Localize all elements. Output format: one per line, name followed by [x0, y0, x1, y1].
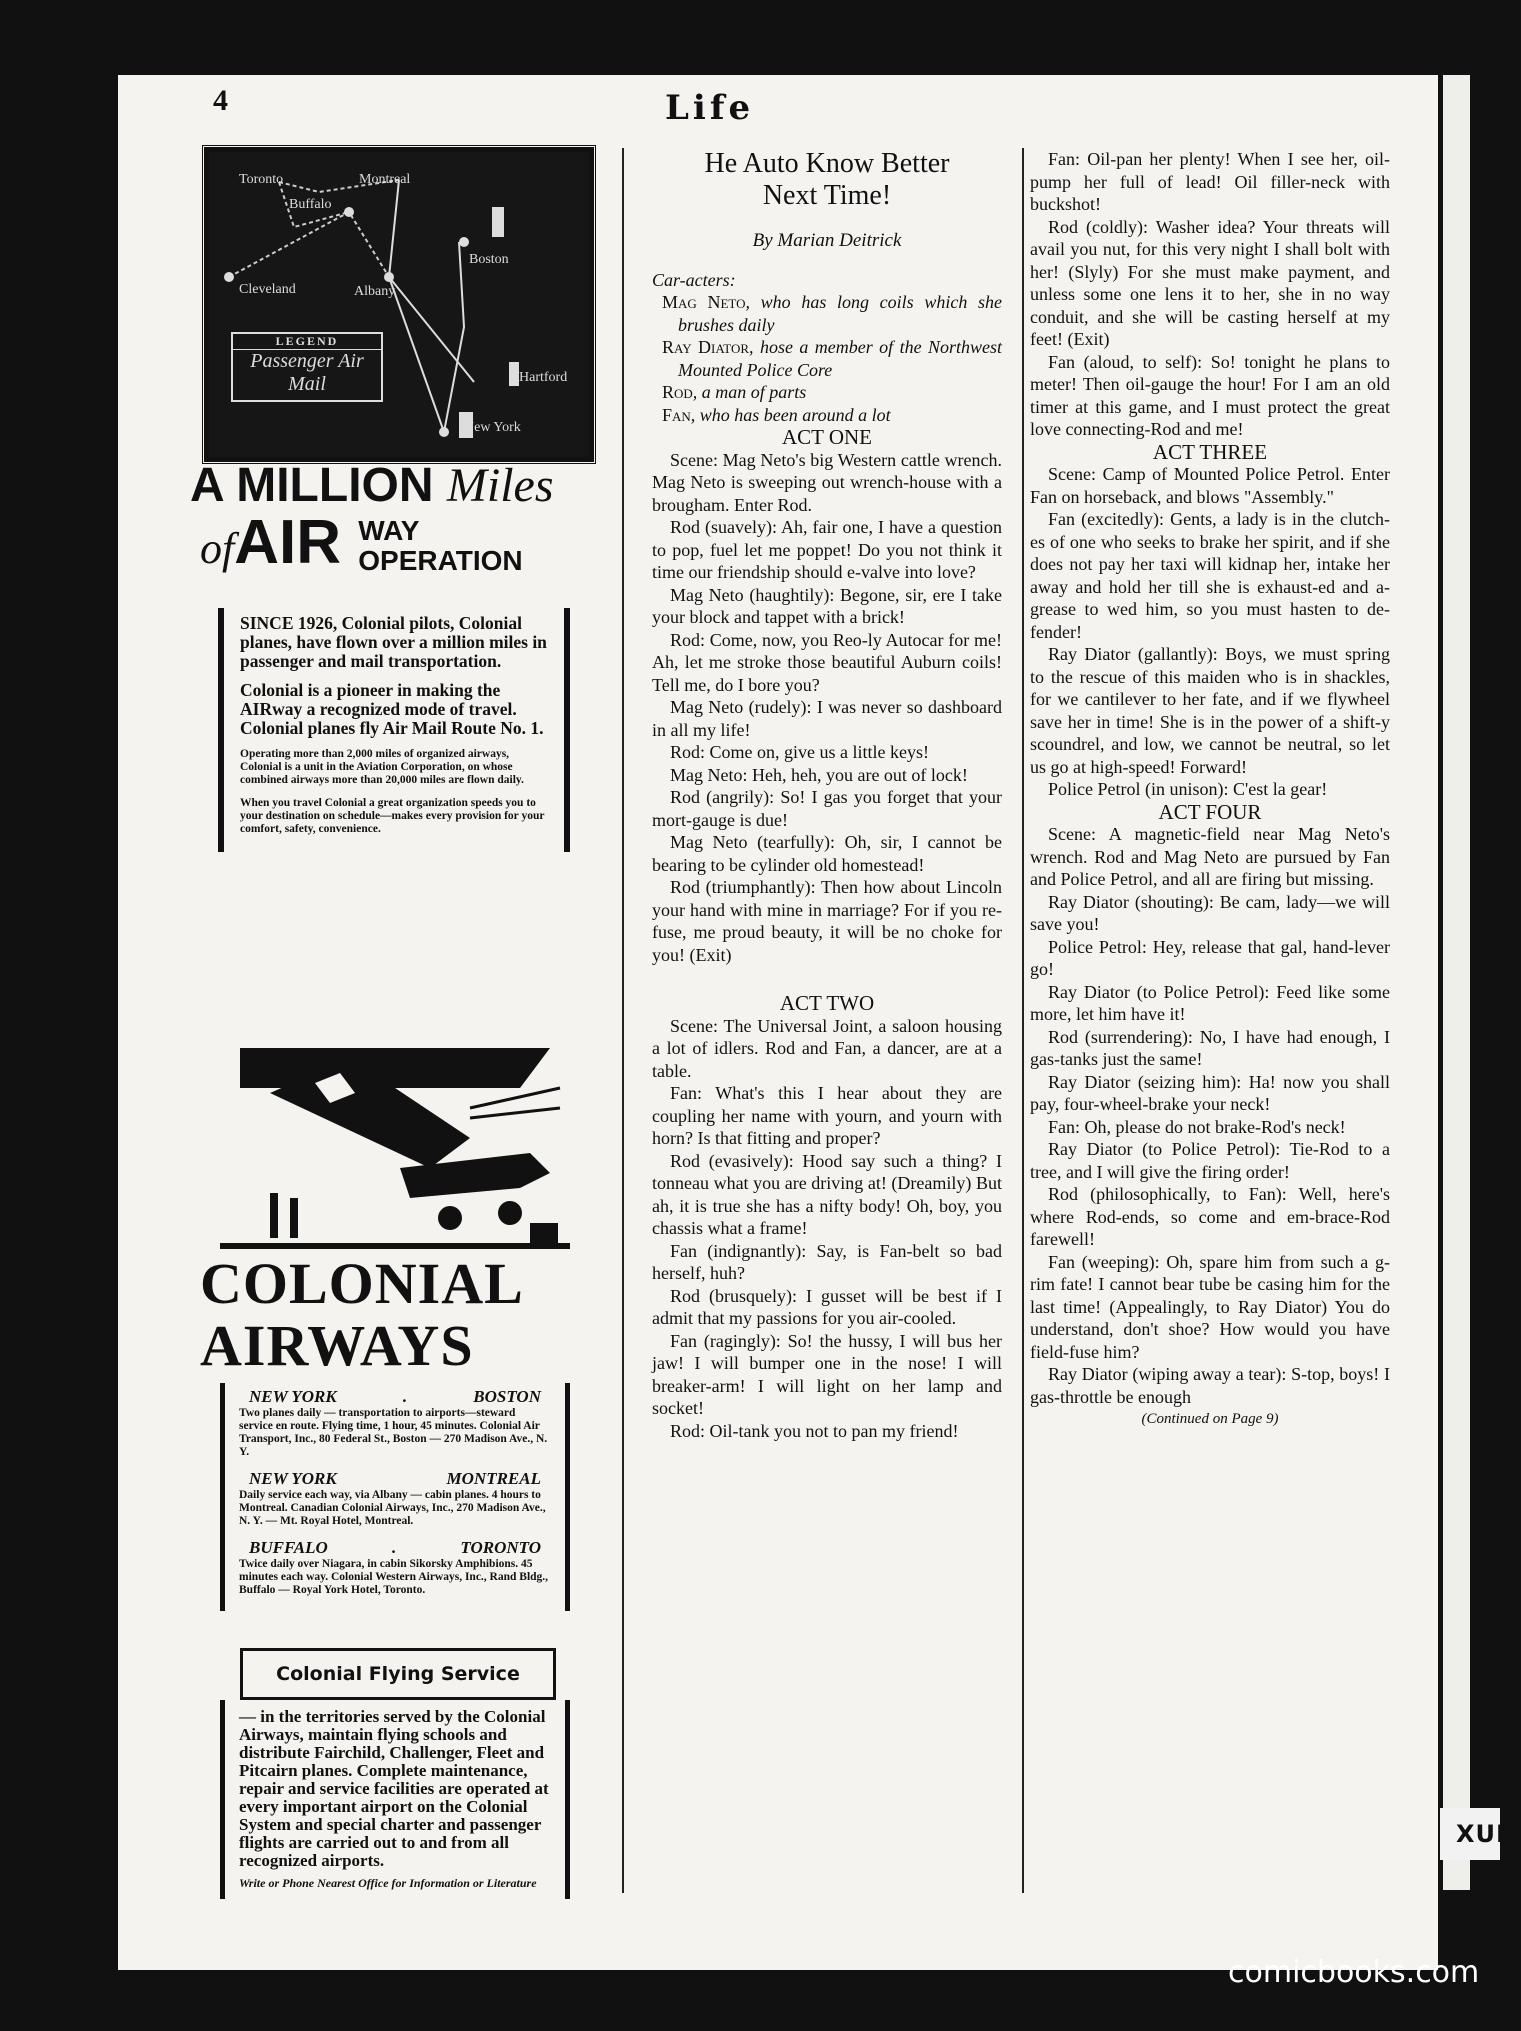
act-heading: ACT THREE: [1152, 439, 1268, 464]
cast-desc: , who has been around a lot: [690, 404, 891, 425]
route-from: NEW YORK: [249, 1387, 337, 1406]
continued-note: (Continued on Page 9): [1141, 1411, 1279, 1427]
map-city: Toronto: [239, 172, 284, 187]
script-line: Scene: Camp of Mounted Police Petrol. Enter Fan on horseback, and blows "Assembly.": [1030, 464, 1390, 507]
ad-intro-travel: When you travel Colonial a great organization speeds you to your destination on schedule—makes every provision for your comfort, safety, convenience.: [240, 797, 545, 835]
facing-page-edge: [1443, 75, 1470, 1890]
cast-name: Ray Diator: [662, 337, 750, 357]
route-title: [239, 1387, 551, 1407]
flying-service-title: Colonial Flying Service: [240, 1648, 556, 1700]
ad-intro-pioneer: Colonial is a pioneer in making the AIRway a recognized mode of travel. Colonial planes fly Air Mail Route No. 1.: [240, 680, 544, 738]
ad-intro-operating: Operating more than 2,000 miles of organized airways, Colonial is a unit in the Aviation Corporation, on whose combined airways more than 20,000 miles are flown daily.: [240, 748, 524, 786]
route-from: NEW YORK: [249, 1469, 337, 1488]
route-item: [239, 1469, 551, 1528]
script-line: Rod (triumphantly): Then how about Lincoln your hand with mine in marriage? For if you re-fuse, me proud beauty, it will be no choke for you! (Exit): [652, 877, 1002, 965]
route-from: BUFFALO: [249, 1538, 328, 1557]
script-line: Mag Neto (tearfully): Oh, sir, I cannot be bearing to be cylinder old homestead!: [652, 832, 1002, 875]
title-line-1: He Auto Know Better: [704, 148, 950, 179]
article-column-1: [652, 148, 1002, 1442]
cast-desc: , who has long coils which she brushes daily: [678, 292, 1002, 335]
cast-desc: , hose a member of the Northwest Mounted Police Core: [678, 337, 1002, 380]
script-line: Fan (weeping): Oh, spare him from such a g-rim fate! I cannot bear tube be casing him for the last time! (Appealingly, to Ray Diator) You do understand, don't shoe? How would you have field-fuse him?: [1030, 1251, 1390, 1362]
script-line: Rod (evasively): Hood say such a thing? I tonneau what you are driving at! (Dreamily) But ah, it is true she has a nifty body! Oh, boy, you chassis what a frame!: [652, 1150, 1002, 1238]
script-line: Mag Neto (rudely): I was never so dashboard in all my life!: [652, 697, 1002, 740]
cast-member: [652, 381, 1002, 404]
cast-name: Rod: [662, 382, 693, 402]
route-item: [239, 1387, 551, 1459]
script-line: Rod (brusquely): I gusset will be best if I admit that my passions for you air-cooled.: [652, 1285, 1002, 1328]
script-line: Ray Diator (to Police Petrol): Tie-Rod to a tree, and I will give the firing order!: [1030, 1139, 1390, 1182]
cast-member: [652, 404, 1002, 427]
map-city: Cleveland: [239, 282, 296, 297]
column-divider: [622, 148, 624, 1893]
headline-way: WAY: [358, 515, 420, 546]
script-line: Rod: Oil-tank you not to pan my friend!: [670, 1420, 959, 1441]
route-details: Twice daily over Niagara, in cabin Sikorsky Amphibions. 45 minutes each way. Colonial Western Airways, Inc., Rand Bldg., Buffalo — Royal York Hotel, Toronto.: [239, 1558, 549, 1596]
cast-name: Mag Neto: [662, 292, 746, 312]
headline-million: MILLION: [236, 459, 434, 512]
script-line: Ray Diator (gallantly): Boys, we must spring to the rescue of this maiden who is in shackles, for we cantilever to her fate, and if we flywheel save her in time! She is in the power of a shift-y scoundrel, and low, we cannot be neutral, so let us go at high-speed! Forward!: [1030, 644, 1390, 777]
column-divider: [1022, 148, 1024, 1893]
airplane-illustration: [220, 1048, 570, 1253]
script-line: Fan: Oh, please do not brake-Rod's neck!: [1048, 1116, 1346, 1137]
script-line: Rod: Come on, give us a little keys!: [670, 742, 929, 762]
script-line: Fan (aloud, to self): So! tonight he plans to meter! Then oil-gauge the hour! For I am an old timer at this game, and I must protect the great love connecting-Rod and me!: [1030, 351, 1390, 439]
script-line: Fan (indignantly): Say, is Fan-belt so bad herself, huh?: [652, 1240, 1002, 1283]
ad-intro-lead: SINCE 1926, Colonial pilots, Colonial planes, have flown over a million miles in passenger and mail transportation.: [240, 613, 547, 671]
route-map: [205, 148, 593, 461]
script-line: Police Petrol: Hey, release that gal, hand-lever go!: [1030, 936, 1390, 979]
script-line: Fan (excitedly): Gents, a lady is in the clutch-es of one who seeks to brake her spirit, and if she does not pay her taxi will kidnap her, intake her away and hold her till she is exhaust-ed and a-grease to wed him, so you must hasten to de-fender!: [1030, 509, 1390, 642]
script-line: Rod (angrily): So! I gas you forget that your mort-gauge is due!: [652, 787, 1002, 830]
masthead: Life: [665, 88, 755, 128]
script-line: Rod (surrendering): No, I have had enough, I gas-tanks just the same!: [1030, 1026, 1390, 1069]
page-number: 4: [213, 84, 228, 117]
brand-name: [200, 1253, 600, 1377]
script-line: Rod (philosophically, to Fan): Well, here's where Rod-ends, so come and em-brace-Rod farewell!: [1030, 1184, 1390, 1249]
script-line: Fan: What's this I hear about they are coupling her name with yourn, and yourn with horn? Is that fitting and proper?: [652, 1083, 1002, 1148]
script-line: Ray Diator (to Police Petrol): Feed like some more, let him have it!: [1030, 981, 1390, 1024]
route-to: TORONTO: [460, 1538, 541, 1557]
title-line-2: Next Time!: [762, 180, 892, 211]
flying-service-lead: — in the territories served by the Colonial Airways, maintain flying schools and distribute Fairchild, Challenger, Fleet and Pitcairn planes. Complete maintenance, repair and service facilities are operated at every important airport on the Colonial System and special charter and passenger flights are carried out to and from all recognized airports.: [239, 1707, 549, 1870]
byline: By Marian Deitrick: [752, 230, 902, 251]
route-sep: .: [402, 1387, 408, 1406]
script-line: Ray Diator (seizing him): Ha! now you shall pay, four-wheel-brake your neck!: [1030, 1071, 1390, 1114]
script-line: Scene: Mag Neto's big Western cattle wrench. Mag Neto is sweeping out wrench-house with a brougham. Enter Rod.: [652, 449, 1002, 515]
flying-service-cta: Write or Phone Nearest Office for Information or Literature: [239, 1876, 537, 1890]
route-title: [239, 1469, 551, 1489]
flying-service-box: [220, 1700, 570, 1899]
script-line: Fan (ragingly): So! the hussy, I will bus her jaw! I will bumper one in the nose! I will breaker-arm! I will light on her lamp and socket!: [652, 1330, 1002, 1418]
script-line: Ray Diator (wiping away a tear): S-top, boys! I gas-throttle be enough: [1030, 1364, 1390, 1407]
cast-name: Fan: [662, 404, 691, 425]
routes-box: [220, 1383, 570, 1611]
act-heading: ACT TWO: [779, 991, 875, 1015]
map-city: Buffalo: [289, 197, 332, 212]
route-title: [239, 1538, 551, 1558]
script-line: Fan: Oil-pan her plenty! When I see her, oil-pump her full of lead! Oil filler-neck with buckshot!: [1030, 149, 1390, 214]
headline-of: of: [200, 524, 235, 573]
headline-airway-operation: [200, 510, 610, 582]
article-title: [652, 148, 1002, 212]
route-item: [239, 1538, 551, 1597]
map-city: Hartford: [519, 370, 568, 385]
headline-operation: OPERATION: [358, 545, 523, 576]
script-line: Rod: Come, now, you Reo-ly Autocar for me! Ah, let me stroke those beautiful Auburn coils! Tell me, do I bore you?: [652, 629, 1002, 695]
map-city: New York: [464, 420, 521, 435]
cast-member: [652, 336, 1002, 381]
map-city: Montreal: [359, 172, 411, 187]
legend-text: Passenger Air Mail: [250, 350, 364, 395]
cast-member: [652, 291, 1002, 336]
headline-miles: Miles: [446, 459, 554, 512]
legend-title: LEGEND: [233, 334, 381, 350]
script-line: Ray Diator (shouting): Be cam, lady—we will save you!: [1030, 891, 1390, 934]
ad-intro-box: [218, 608, 570, 852]
map-city: Boston: [469, 252, 509, 267]
script-line: Scene: The Universal Joint, a saloon housing a lot of idlers. Rod and Fan, a dancer, are at a table.: [652, 1015, 1002, 1081]
route-lines: [209, 152, 589, 457]
route-to: MONTREAL: [446, 1469, 541, 1488]
cast-heading: Car-acters:: [652, 269, 736, 290]
headline-million-miles: [190, 460, 600, 512]
brand-line-1: COLONIAL: [200, 1251, 524, 1316]
map-city: Albany: [354, 284, 396, 299]
article-column-2: [1030, 148, 1390, 1431]
script-line: Rod (suavely): Ah, fair one, I have a question to pop, fuel let me poppet! Do you not think it time our friendship should e-valve into love?: [652, 517, 1002, 582]
script-line: Mag Neto (haughtily): Begone, sir, ere I take your block and tappet with a brick!: [652, 584, 1002, 627]
route-details: Two planes daily — transportation to airports—steward service en route. Flying time, 1 hour, 45 minutes. Colonial Air Transport, Inc., 80 Federal St., Boston — 270 Madison Ave., N. Y.: [239, 1407, 548, 1458]
script-line: Police Petrol (in unison): C'est la gear!: [1048, 779, 1328, 799]
headline-way-operation: [358, 516, 522, 576]
edge-stamp: XUM: [1440, 1808, 1500, 1860]
headline-air: AIR: [234, 508, 342, 577]
headline-a: A: [190, 459, 223, 512]
act-heading: ACT FOUR: [1158, 799, 1262, 824]
watermark: comicbooks.com: [1228, 1955, 1480, 1990]
colonial-airways-ad: [190, 148, 600, 1893]
script-line: Scene: A magnetic-field near Mag Neto's wrench. Rod and Mag Neto are pursued by Fan and Police Petrol, and all are firing but missing.: [1030, 824, 1390, 889]
cast-desc: , a man of parts: [692, 382, 807, 402]
route-to: BOSTON: [473, 1387, 541, 1406]
script-line: Mag Neto: Heh, heh, you are out of lock!: [670, 764, 968, 785]
route-sep: .: [391, 1538, 397, 1557]
script-line: Rod (coldly): Washer idea? Your threats will avail you nut, for this very night I shall bolt with her! (Slyly) For she must make payment, and unless some one lens it to her, she in no way conduit, and she will be casting herself at my feet! (Exit): [1030, 216, 1390, 349]
map-legend: [231, 332, 383, 402]
route-details: Daily service each way, via Albany — cabin planes. 4 hours to Montreal. Canadian Colonial Airways, Inc., 270 Madison Ave., N. Y. — Mt. Royal Hotel, Montreal.: [239, 1489, 546, 1527]
brand-line-2: AIRWAYS: [200, 1313, 474, 1378]
act-heading: ACT ONE: [781, 425, 873, 449]
